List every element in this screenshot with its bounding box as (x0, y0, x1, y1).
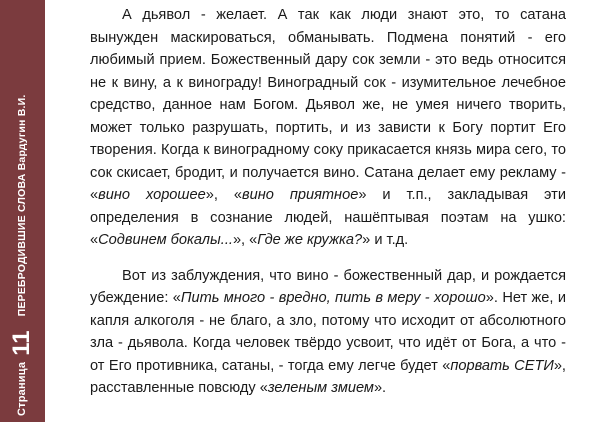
italic-quote: Содвинем бокалы... (98, 232, 233, 248)
text-run: » и т.п., закладывая эти определения в сознание людей, нашёптывая поэтам на ушко: « (90, 187, 567, 248)
page-number: 11 (8, 330, 35, 356)
italic-quote: вино хорошее (98, 187, 206, 203)
italic-quote: Пить много - вредно, пить в меру - хорошо (180, 290, 486, 306)
text-run: А дьявол - желает. А так как люди знают это, то сатана вынужден маскироваться, обманывать. Подмена понятий - его любимый прием. Божественный дару сок земли - это ведь относится не к вину, а к винограду! Виноградный сок - изумительное лечебное средство, данное нам Богом. Дьявол же, не умея ничего творить, может только разрушать, портить, и из зависти к Богу портит Его творения. Когда к виноградному соку прикасается князь мира сего, то сок скисает, бродит, и получается вино. Сатана делает ему рекламу - « (90, 7, 566, 203)
page-label: Страница (16, 361, 28, 416)
italic-quote: зеленым змием (267, 380, 374, 396)
page-content (90, 4, 566, 413)
italic-quote: Где же кружка? (257, 232, 363, 248)
text-run: » и т.д. (362, 232, 409, 248)
text-run: », « (205, 187, 243, 203)
paragraph (90, 265, 566, 400)
text-run: », « (232, 232, 258, 248)
text-run: Вот из заблуждения, что вино - божественный дар, и рождается убеждение: « (90, 267, 566, 306)
italic-quote: вино приятное (242, 187, 359, 203)
sidebar-caption (7, 6, 37, 416)
text-run: ». (373, 380, 387, 396)
text-run: ». Нет же, и капля алкоголя - не благо, а зло, потому что исходит от абсолютного зла - дьявола. Когда человек твёрдо усвоит, что идёт от Бога, а что - от Его противника, сатаны, - тогда ему легче будет « (90, 290, 567, 374)
book-title: ПЕРЕБРОДИВШИЕ СЛОВА Вардугин В.И. (16, 94, 28, 317)
italic-quote: порвать СЕТИ (450, 357, 554, 374)
text-run: », расставленные повсюду « (90, 357, 566, 396)
paragraph (90, 4, 566, 252)
page-sidebar (0, 0, 45, 422)
